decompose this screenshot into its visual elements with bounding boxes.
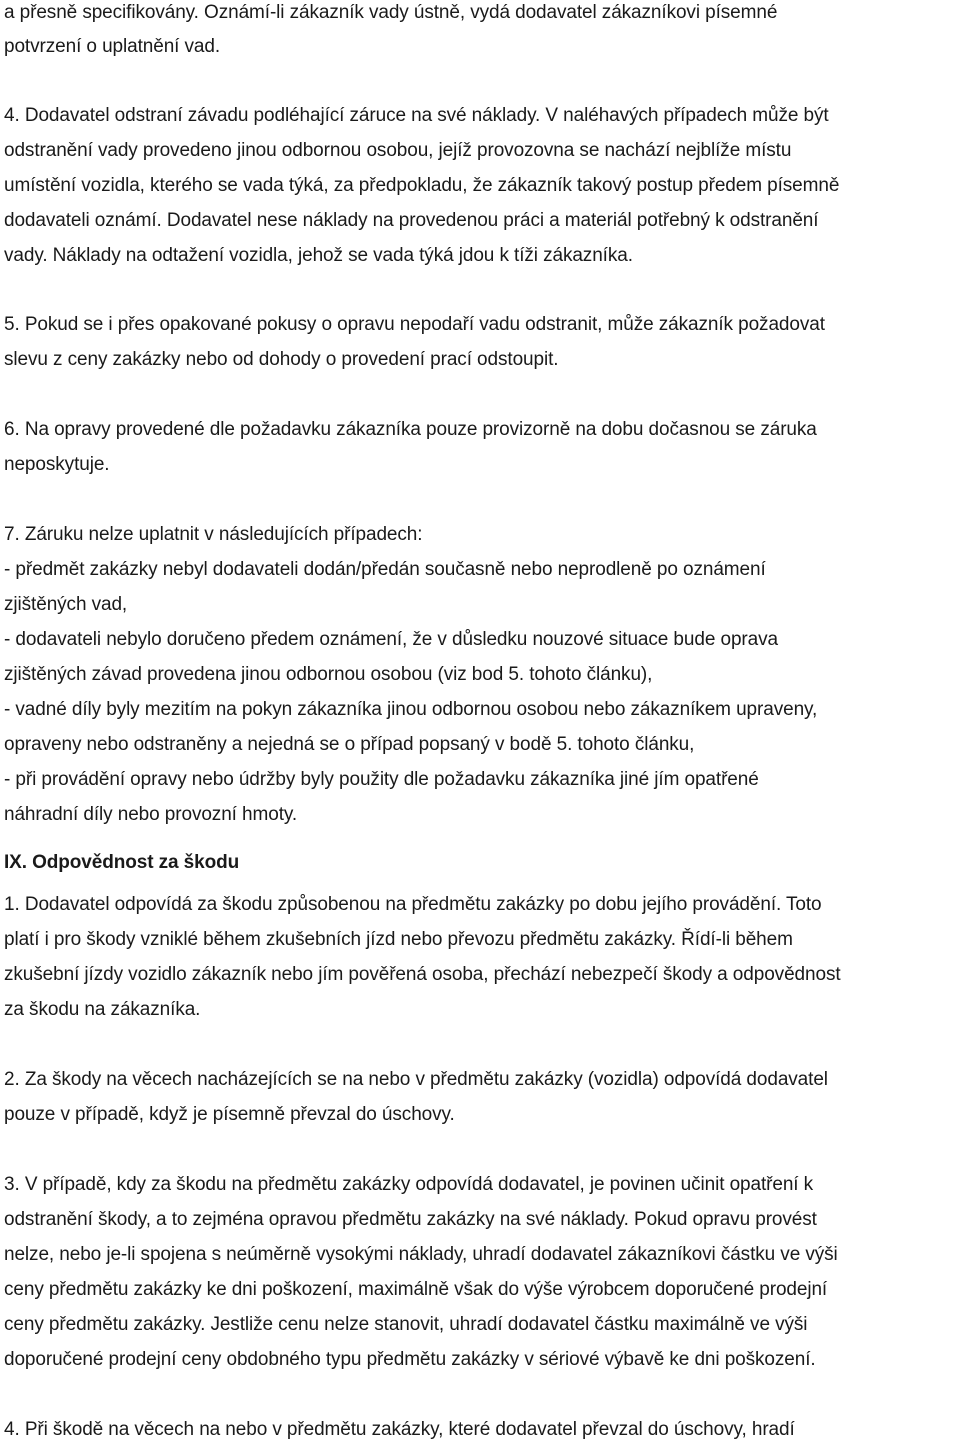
text-line: 6. Na opravy provedené dle požadavku zákazníka pouze provizorně na dobu dočasnou se záruka — [4, 419, 817, 440]
text-line: a přesně specifikovány. Oznámí-li zákazník vady ústně, vydá dodavatel zákazníkovi písemné — [4, 2, 778, 23]
text-line: platí i pro škody vzniklé během zkušebních jízd nebo převozu předmětu zakázky. Řídí-li během — [4, 929, 793, 950]
text-line: opraveny nebo odstraněny a nejedná se o případ popsaný v bodě 5. tohoto článku, — [4, 734, 695, 755]
text-line: neposkytuje. — [4, 454, 110, 475]
text-line: - předmět zakázky nebyl dodavateli dodán/předán současně nebo neprodleně po oznámení — [4, 559, 766, 580]
text-line: odstranění vady provedeno jinou odbornou osobou, jejíž provozovna se nachází nejblíže místu — [4, 140, 792, 161]
text-line: 1. Dodavatel odpovídá za škodu způsobenou na předmětu zakázky po dobu jejího provádění. Toto — [4, 894, 822, 915]
text-line: - při provádění opravy nebo údržby byly použity dle požadavku zákazníka jiné jím opatřené — [4, 769, 759, 790]
text-line: ceny předmětu zakázky ke dni poškození, maximálně však do výše výrobcem doporučené prodejní — [4, 1279, 828, 1300]
text-line: 4. Dodavatel odstraní závadu podléhající záruce na své náklady. V naléhavých případech může být — [4, 105, 829, 126]
section-heading: IX. Odpovědnost za škodu — [4, 852, 240, 873]
text-line: zjištěných závad provedena jinou odbornou osobou (viz bod 5. tohoto článku), — [4, 664, 653, 685]
text-line: - dodavateli nebylo doručeno předem oznámení, že v důsledku nouzové situace bude oprava — [4, 629, 778, 650]
text-line: slevu z ceny zakázky nebo od dohody o provedení prací odstoupit. — [4, 349, 559, 370]
text-line: ceny předmětu zakázky. Jestliže cenu nelze stanovit, uhradí dodavatel částku maximálně ve výši — [4, 1314, 808, 1335]
text-line: odstranění škody, a to zejména opravou předmětu zakázky na své náklady. Pokud opravu provést — [4, 1209, 817, 1230]
text-line: 4. Při škodě na věcech na nebo v předmětu zakázky, které dodavatel převzal do úschovy, hradí — [4, 1419, 795, 1440]
text-line: umístění vozidla, kterého se vada týká, za předpokladu, že zákazník takový postup předem písemně — [4, 175, 840, 196]
text-line: náhradní díly nebo provozní hmoty. — [4, 804, 298, 825]
text-line: 3. V případě, kdy za škodu na předmětu zakázky odpovídá dodavatel, je povinen učinit opatření k — [4, 1174, 814, 1195]
text-line: doporučené prodejní ceny obdobného typu předmětu zakázky v sériové výbavě ke dni poškození. — [4, 1349, 816, 1370]
text-line: zkušební jízdy vozidlo zákazník nebo jím pověřená osoba, přechází nebezpečí škody a odpovědnost — [4, 964, 841, 985]
text-line: 7. Záruku nelze uplatnit v následujících případech: — [4, 524, 423, 545]
text-line: potvrzení o uplatnění vad. — [4, 36, 221, 57]
text-line: nelze, nebo je-li spojena s neúměrně vysokými náklady, uhradí dodavatel zákazníkovi částku ve výši — [4, 1244, 838, 1265]
text-line: 5. Pokud se i přes opakované pokusy o opravu nepodaří vadu odstranit, může zákazník požadovat — [4, 314, 825, 335]
text-line: dodavateli oznámí. Dodavatel nese náklady na provedenou práci a materiál potřebný k odstranění — [4, 210, 819, 231]
text-line: zjištěných vad, — [4, 594, 128, 615]
text-line: vady. Náklady na odtažení vozidla, jehož se vada týká jdou k tíži zákazníka. — [4, 245, 633, 266]
text-line: pouze v případě, když je písemně převzal do úschovy. — [4, 1104, 455, 1125]
text-line: 2. Za škody na věcech nacházejících se na nebo v předmětu zakázky (vozidla) odpovídá dodavatel — [4, 1069, 828, 1090]
text-line: - vadné díly byly mezitím na pokyn zákazníka jinou odbornou osobou nebo zákazníkem upraveny, — [4, 699, 818, 720]
text-line: za škodu na zákazníka. — [4, 999, 201, 1020]
